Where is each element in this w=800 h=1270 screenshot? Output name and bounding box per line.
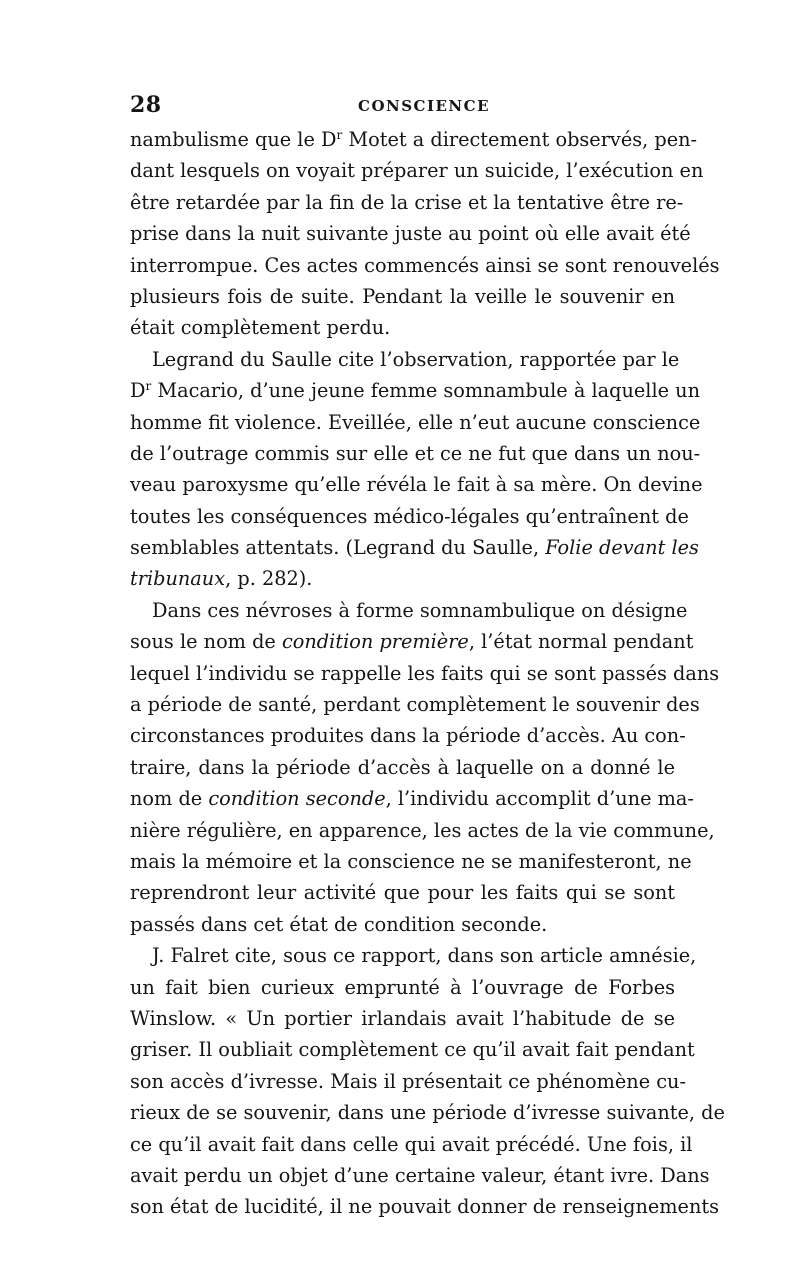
- paragraph-start-line: Legrand du Saulle cite l’observation, rapportée par le: [152, 347, 680, 371]
- text-line: avait perdu un objet d’une certaine valeur, étant ivre. Dans: [130, 1163, 710, 1187]
- text-line: Winslow. « Un portier irlandais avait l’habitude de se: [130, 1006, 675, 1030]
- body-text: [130, 124, 725, 1223]
- text-line: était complètement perdu.: [130, 316, 391, 340]
- text-line: mais la mémoire et la conscience ne se manifesteront, ne: [130, 849, 692, 873]
- text-line: prise dans la nuit suivante juste au point où elle avait été: [130, 222, 691, 246]
- page-header: [130, 92, 670, 122]
- text-line: semblables attentats. (Legrand du Saulle, Folie devant les: [130, 536, 699, 560]
- text-line: nière régulière, en apparence, les actes de la vie commune,: [130, 818, 715, 842]
- text-line: veau paroxysme qu’elle révéla le fait à sa mère. On devine: [130, 473, 703, 497]
- page-number: 28: [130, 92, 162, 118]
- text-line: griser. Il oubliait complètement ce qu’il avait fait pendant: [130, 1038, 695, 1062]
- paragraph-start-line: Dans ces névroses à forme somnambulique on désigne: [152, 598, 688, 622]
- text-line: sous le nom de condition première, l’état normal pendant: [130, 630, 694, 654]
- text-line: toutes les conséquences médico-légales qu’entraînent de: [130, 504, 689, 528]
- text-line: $D^r$ Macario, d’une jeune femme somnambule à laquelle un: [130, 379, 701, 403]
- text-line: nom de condition seconde, l’individu accomplit d’une ma-: [130, 787, 694, 811]
- text-line: circonstances produites dans la période d’accès. Au con-: [130, 724, 686, 748]
- text-line: un fait bien curieux emprunté à l’ouvrage de Forbes: [130, 975, 675, 999]
- text-line: plusieurs fois de suite. Pendant la veille le souvenir en: [130, 284, 675, 308]
- text-line: rieux de se souvenir, dans une période d’ivresse suivante, de: [130, 1101, 725, 1125]
- text-line: nambulisme que le $D^r$ Motet a directement observés, pen-: [130, 128, 698, 151]
- text-line: son accès d’ivresse. Mais il présentait ce phénomène cu-: [130, 1069, 686, 1093]
- text-line: de l’outrage commis sur elle et ce ne fut que dans un nou-: [130, 441, 701, 465]
- text-line: dant lesquels on voyait préparer un suicide, l’exécution en: [130, 159, 704, 183]
- running-head: CONSCIENCE: [358, 97, 491, 115]
- paragraph-start-line: J. Falret cite, sous ce rapport, dans son article amnésie,: [152, 944, 697, 968]
- text-line: a période de santé, perdant complètement le souvenir des: [130, 693, 700, 717]
- text-line: lequel l’individu se rappelle les faits qui se sont passés dans: [130, 661, 720, 685]
- text-line: ce qu’il avait fait dans celle qui avait précédé. Une fois, il: [130, 1132, 693, 1156]
- text-line: homme fit violence. Eveillée, elle n’eut aucune conscience: [130, 410, 701, 434]
- text-line: son état de lucidité, il ne pouvait donner de renseignements: [130, 1195, 720, 1219]
- text-line: reprendront leur activité que pour les faits qui se sont: [130, 881, 675, 905]
- text-line: interrompue. Ces actes commencés ainsi se sont renouvelés: [130, 253, 720, 277]
- text-line: traire, dans la période d’accès à laquelle on a donné le: [130, 755, 675, 779]
- text-line: être retardée par la fin de la crise et la tentative être re-: [130, 190, 684, 214]
- text-line: tribunaux, p. 282).: [130, 567, 313, 591]
- text-line: passés dans cet état de condition seconde.: [130, 912, 548, 936]
